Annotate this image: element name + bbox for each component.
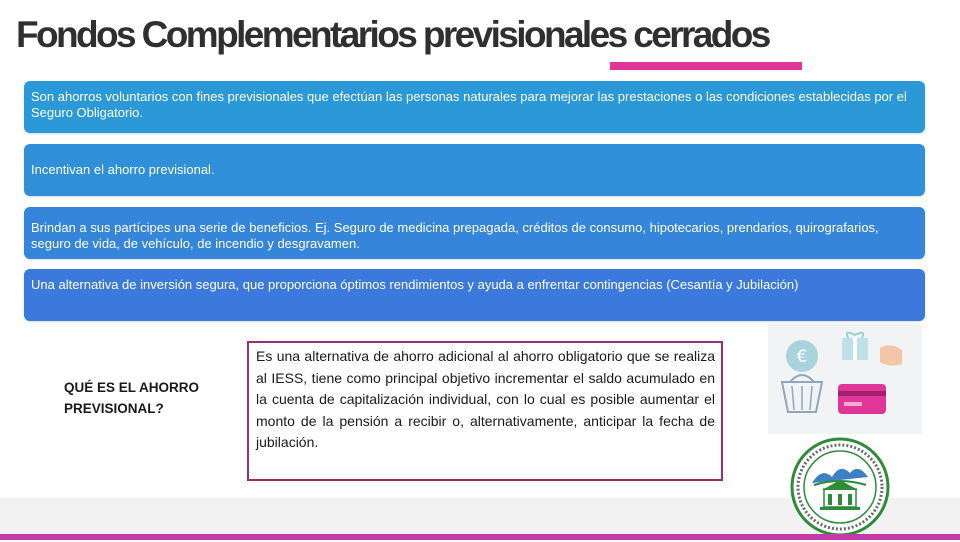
answer-box [247,341,723,481]
bullet-text: Son ahorros voluntarios con fines previsionales que efectúan las personas naturales para mejorar las prestaciones o las condiciones establecidas por el Seguro Obligatorio. [31,89,907,120]
question-heading: QUÉ ES EL AHORRO PREVISIONAL? [64,380,200,416]
bullet-bar-1 [24,81,925,133]
bullet-bar-3 [24,207,925,259]
footer-accent-line [0,534,960,540]
svg-text:€: € [796,347,808,367]
credit-card-icon [838,384,886,414]
euro-coin-icon [786,340,818,372]
savings-illustration [768,324,922,434]
shopping-basket-icon [782,375,822,412]
bullet-text: Incentivan el ahorro previsional. [31,162,215,177]
bullet-bar-2 [24,144,925,196]
title-accent-bar [610,62,802,70]
page-title: Fondos Complementarios previsionales cerrados [16,14,769,55]
gift-icon [842,333,868,360]
bullet-bar-4 [24,269,925,321]
hand-icon [880,345,902,365]
bullet-text: Una alternativa de inversión segura, que proporciona óptimos rendimientos y ayuda a enfrentar contingencias (Cesantía y Jubilación) [31,277,799,292]
institution-seal-logo [790,437,890,537]
bullet-text: Brindan a sus partícipes una serie de beneficios. Ej. Seguro de medicina prepagada, créditos de consumo, hipotecarios, prendarios, quirografarios, seguro de vida, de vehículo, de incendio y desgravamen. [31,220,879,251]
answer-text: Es una alternativa de ahorro adicional al ahorro obligatorio que se realiza al IESS, tiene como principal objetivo incrementar el saldo acumulado en la cuenta de capitalización individual, con lo cual es posible aumentar el monto de la pensión a recibir o, alternativamente, anticipar la fecha de jubilación. [256,348,715,450]
